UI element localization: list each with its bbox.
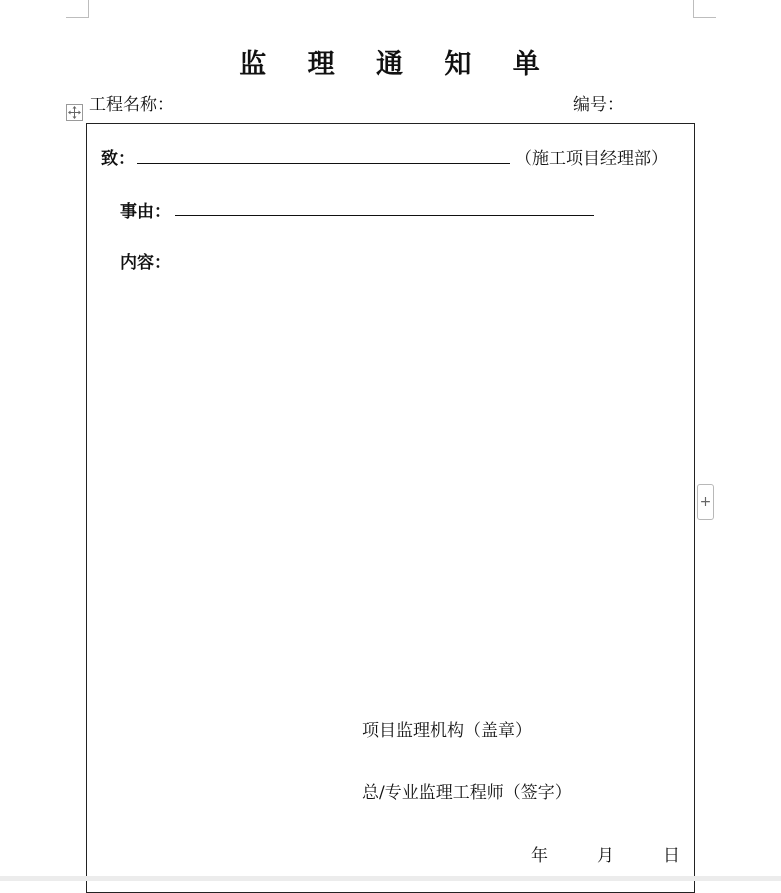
- plus-icon: +: [699, 494, 712, 510]
- number-label: 编号：: [573, 95, 624, 115]
- date-month-label: 月: [597, 846, 614, 866]
- reason-field[interactable]: [175, 215, 594, 216]
- content-label: 内容：: [120, 253, 171, 273]
- crop-mark-top-left: [66, 0, 89, 18]
- to-label: 致：: [101, 149, 135, 169]
- org-seal-label: 项目监理机构（盖章）: [362, 721, 532, 741]
- reason-label: 事由：: [120, 202, 171, 222]
- move-arrows-icon: [68, 106, 81, 119]
- project-name-label: 工程名称：: [89, 95, 174, 115]
- to-suffix: （施工项目经理部）: [515, 149, 668, 169]
- engineer-signature-label: 总/专业监理工程师（签字）: [362, 783, 572, 803]
- page-bottom-gutter: [0, 876, 781, 881]
- date-year-label: 年: [531, 846, 548, 866]
- document-title: 监 理 通 知 单: [239, 49, 556, 80]
- table-move-handle[interactable]: [66, 104, 83, 121]
- add-column-button[interactable]: [697, 484, 714, 520]
- date-day-label: 日: [663, 846, 680, 866]
- to-recipient-field[interactable]: [137, 163, 510, 164]
- crop-mark-top-right: [693, 0, 716, 18]
